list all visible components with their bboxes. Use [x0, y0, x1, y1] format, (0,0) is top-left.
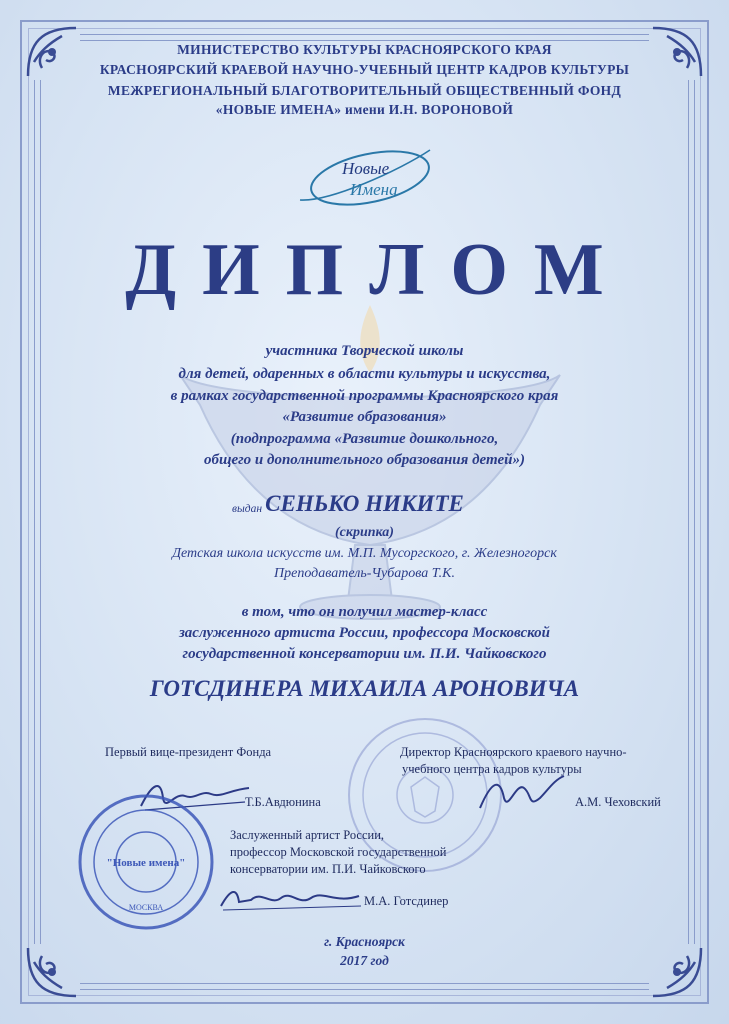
bottom-signer-title-1: Заслуженный артист России, — [230, 828, 385, 842]
bottom-signer-name: М.А. Готсдинер — [364, 894, 449, 908]
bottom-ornament-band — [80, 983, 649, 990]
body-line-1: участника Творческой школы — [265, 343, 464, 359]
body-line-4: «Развитие образования» — [282, 409, 447, 425]
teacher-name: Преподаватель-Чубарова Т.К. — [274, 566, 455, 581]
recipient-name: СЕНЬКО НИКИТЕ — [265, 491, 464, 516]
right-signer-name: А.М. Чеховский — [575, 795, 661, 809]
corner-ornament-icon — [647, 942, 707, 1002]
year: 2017 год — [340, 953, 389, 968]
masterclass-line-2: заслуженного артиста России, профессора Московской — [178, 625, 551, 641]
diploma-title: ДИПЛОМ — [125, 229, 630, 311]
right-signer-title-2: учебного центра кадров культуры — [402, 762, 582, 776]
left-signer-title: Первый вице-президент Фонда — [105, 745, 272, 759]
header-foundation-name: «НОВЫЕ ИМЕНА» имени И.Н. ВОРОНОВОЙ — [215, 102, 514, 117]
bottom-handwritten-signature — [215, 878, 365, 923]
body-line-5: (подпрограмма «Развитие дошкольного, — [230, 431, 499, 447]
bottom-signer-title-3: консерватории им. П.И. Чайковского — [230, 862, 426, 876]
header-ministry: МИНИСТЕРСТВО КУЛЬТУРЫ КРАСНОЯРСКОГО КРАЯ — [177, 42, 552, 57]
masterclass-line-3: государственной консерватории им. П.И. Чайковского — [182, 646, 547, 662]
instrument: (скрипка) — [335, 525, 394, 540]
header-foundation: МЕЖРЕГИОНАЛЬНЫЙ БЛАГОТВОРИТЕЛЬНЫЙ ОБЩЕСТВЕННЫЙ ФОНД — [107, 83, 622, 98]
masterclass-line-1: в том, что он получил мастер-класс — [241, 604, 488, 620]
left-signer-name: Т.Б.Авдюнина — [245, 795, 321, 809]
header-center: КРАСНОЯРСКИЙ КРАЕВОЙ НАУЧНО-УЧЕБНЫЙ ЦЕНТР КАДРОВ КУЛЬТУРЫ — [99, 62, 630, 77]
new-names-logo — [290, 140, 440, 215]
top-ornament-band — [80, 34, 649, 41]
right-handwritten-signature — [470, 768, 570, 823]
foundation-stamp — [76, 792, 216, 937]
bottom-signer-title-2: профессор Московской государственной — [230, 845, 447, 859]
right-signer-title-1: Директор Красноярского краевого научно- — [400, 745, 627, 759]
school-name: Детская школа искусств им. М.П. Мусоргского, г. Железногорск — [172, 546, 557, 561]
stamp-city-text: МОСКВА — [128, 903, 164, 912]
body-line-6: общего и дополнительного образования детей») — [204, 452, 525, 468]
master-name: ГОТСДИНЕРА МИХАИЛА АРОНОВИЧА — [149, 676, 580, 701]
logo-word-1: Новые — [342, 159, 390, 178]
corner-ornament-icon — [22, 942, 82, 1002]
logo-word-2: Имена — [350, 180, 398, 199]
stamp-center-text: "Новые имена" — [106, 857, 186, 869]
body-line-3: в рамках государственной программы Красноярского края — [170, 388, 559, 404]
body-line-2: для детей, одаренных в области культуры и искусства, — [178, 366, 551, 382]
place: г. Красноярск — [324, 934, 405, 949]
issued-label: выдан — [232, 503, 263, 515]
